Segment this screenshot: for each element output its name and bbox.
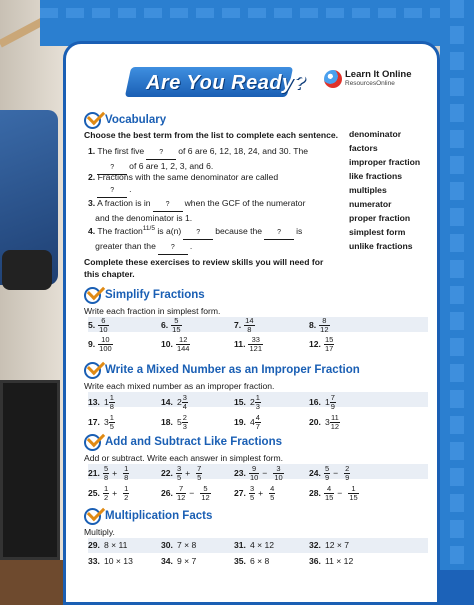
denominator: 5 bbox=[176, 473, 182, 482]
question-3: 3. A fraction is in ? when the GCF of the numerator and the denominator is 1. bbox=[88, 198, 306, 223]
fraction bbox=[176, 465, 182, 482]
item-number: 23. bbox=[234, 467, 246, 478]
numerator: 1 bbox=[255, 393, 260, 402]
whole-part: 2 bbox=[249, 396, 255, 407]
mixed-item bbox=[309, 414, 340, 431]
operator: − bbox=[262, 467, 268, 478]
mixed-item bbox=[234, 394, 261, 411]
item-number: 25. bbox=[88, 487, 100, 498]
denominator: 10 bbox=[249, 473, 259, 482]
check-icon bbox=[84, 287, 101, 304]
numerator: 3 bbox=[176, 464, 182, 473]
item-number: 28. bbox=[309, 487, 321, 498]
addsub-item bbox=[161, 485, 211, 502]
denominator: 15 bbox=[172, 325, 181, 334]
fraction bbox=[171, 317, 181, 334]
item-number: 21. bbox=[88, 467, 100, 478]
denominator: 2 bbox=[103, 493, 109, 502]
item-number: 13. bbox=[88, 396, 100, 407]
denominator: 8 bbox=[109, 402, 114, 411]
expression: 10 × 13 bbox=[103, 556, 133, 566]
numerator: 10 bbox=[98, 336, 113, 345]
fraction bbox=[348, 485, 358, 502]
simplify-heading: Simplify Fractions bbox=[105, 289, 205, 301]
word-simplest-form: simplest form bbox=[349, 227, 406, 237]
numerator: 8 bbox=[319, 317, 329, 326]
worksheet-page bbox=[63, 41, 440, 605]
operator: − bbox=[333, 467, 339, 478]
whole-part: 4 bbox=[249, 416, 255, 427]
item-number: 30. bbox=[161, 540, 173, 550]
item-number: 16. bbox=[309, 396, 321, 407]
whole-part: 1 bbox=[103, 396, 109, 407]
mult-item bbox=[309, 540, 349, 550]
fraction bbox=[109, 394, 115, 411]
numerator: 1 bbox=[124, 464, 129, 473]
item-number: 36. bbox=[309, 556, 321, 566]
mixed-instruction: Write each mixed number as an improper fraction. bbox=[84, 381, 275, 391]
mixed-item bbox=[88, 394, 115, 411]
blue-frame-top bbox=[40, 0, 474, 46]
numerator: 2 bbox=[345, 464, 350, 473]
denominator: 10 bbox=[274, 473, 283, 482]
item-number: 7. bbox=[234, 319, 242, 330]
addsub-item bbox=[88, 485, 129, 502]
operator: + bbox=[112, 487, 118, 498]
fraction bbox=[324, 465, 330, 482]
denominator: 9 bbox=[330, 402, 335, 411]
resources-online-label: ResourcesOnline bbox=[345, 80, 395, 87]
denominator: 5 bbox=[109, 422, 114, 431]
denominator: 3 bbox=[255, 402, 260, 411]
simplify-instruction: Write each fraction in simplest form. bbox=[84, 306, 221, 316]
operator: + bbox=[185, 467, 191, 478]
numerator: 3 bbox=[182, 393, 187, 402]
numerator: 7 bbox=[330, 393, 335, 402]
item-number: 34. bbox=[161, 556, 173, 566]
fraction bbox=[123, 465, 129, 482]
fraction bbox=[176, 485, 186, 502]
item-number: 26. bbox=[161, 487, 173, 498]
mixed-heading: Write a Mixed Number as an Improper Fraction bbox=[105, 364, 360, 376]
addsub-item bbox=[161, 465, 202, 482]
addsub-item bbox=[234, 485, 275, 502]
numerator: 7 bbox=[197, 464, 202, 473]
fraction bbox=[330, 394, 336, 411]
numerator: 7 bbox=[176, 485, 186, 494]
simplify-item bbox=[161, 317, 182, 334]
mixed-item bbox=[161, 394, 188, 411]
addsub-item bbox=[309, 465, 350, 482]
whole-part: 3 bbox=[103, 416, 109, 427]
item-number: 14. bbox=[161, 396, 173, 407]
simplify-item bbox=[234, 317, 255, 334]
mixed-item bbox=[88, 414, 115, 431]
numerator: 5 bbox=[200, 485, 210, 494]
denominator: 10 bbox=[99, 325, 108, 334]
denominator: 2 bbox=[124, 493, 129, 502]
page-title: Are You Ready? bbox=[146, 72, 307, 94]
item-number: 5. bbox=[88, 319, 96, 330]
numerator: 4 bbox=[270, 484, 275, 493]
fraction bbox=[324, 336, 334, 353]
simplify-item bbox=[309, 336, 334, 353]
check-icon bbox=[84, 434, 101, 451]
addsub-heading: Add and Subtract Like Fractions bbox=[105, 436, 282, 448]
mult-item bbox=[309, 556, 353, 566]
mixed-item bbox=[234, 414, 261, 431]
expression: 7 × 8 bbox=[176, 540, 197, 550]
expression: 6 × 8 bbox=[249, 556, 270, 566]
numerator: 1 bbox=[109, 413, 114, 422]
fraction bbox=[200, 485, 210, 502]
expression: 9 × 7 bbox=[176, 556, 197, 566]
numerator: 4 bbox=[324, 485, 334, 494]
denominator: 5 bbox=[249, 493, 255, 502]
word-unlike-fractions: unlike fractions bbox=[349, 241, 413, 251]
addsub-instruction: Add or subtract. Write each answer in simplest form. bbox=[84, 453, 284, 463]
operator: + bbox=[112, 467, 118, 478]
fraction bbox=[269, 485, 275, 502]
fraction bbox=[255, 394, 261, 411]
denominator: 8 bbox=[124, 473, 129, 482]
vocabulary-instruction: Choose the best term from the list to complete each sentence. bbox=[84, 130, 339, 140]
item-number: 33. bbox=[88, 556, 100, 566]
denominator: 17 bbox=[324, 344, 334, 353]
addsub-item bbox=[309, 485, 359, 502]
item-number: 29. bbox=[88, 540, 100, 550]
operator: − bbox=[337, 487, 343, 498]
item-number: 32. bbox=[309, 540, 321, 550]
check-icon bbox=[84, 508, 101, 525]
numerator: 6 bbox=[98, 317, 108, 326]
item-number: 10. bbox=[161, 338, 173, 349]
fraction bbox=[255, 414, 261, 431]
denominator: 4 bbox=[182, 402, 187, 411]
fraction bbox=[103, 465, 109, 482]
numerator: 4 bbox=[255, 413, 260, 422]
item-number: 9. bbox=[88, 338, 96, 349]
numerator: 3 bbox=[249, 484, 255, 493]
review-intro: Complete these exercises to review skills you will need for this chapter. bbox=[84, 257, 324, 279]
question-1: 1. The first five ? of 6 are 6, 12, 18, 24, and 30. The ? of 6 are 1, 2, 3, and 6. bbox=[88, 145, 338, 175]
whole-part: 5 bbox=[176, 416, 182, 427]
fraction bbox=[248, 336, 263, 353]
numerator: 14 bbox=[245, 316, 254, 325]
simplify-item bbox=[88, 336, 113, 353]
whole-part: 3 bbox=[324, 416, 330, 427]
word-improper-fraction: improper fraction bbox=[349, 157, 421, 167]
fraction bbox=[109, 414, 115, 431]
numerator: 5 bbox=[171, 317, 181, 326]
mult-item bbox=[234, 556, 269, 566]
mult-item bbox=[88, 556, 133, 566]
shoe bbox=[2, 250, 52, 290]
fraction bbox=[103, 485, 109, 502]
fraction bbox=[176, 336, 191, 353]
expression: 8 × 11 bbox=[103, 540, 128, 550]
item-number: 11. bbox=[234, 338, 246, 349]
word-proper-fraction: proper fraction bbox=[349, 213, 411, 223]
denominator: 9 bbox=[324, 473, 330, 482]
item-number: 12. bbox=[309, 338, 321, 349]
denominator: 9 bbox=[345, 473, 350, 482]
denominator: 12 bbox=[330, 422, 340, 431]
expression: 12 × 7 bbox=[324, 540, 350, 550]
whole-part: 2 bbox=[176, 396, 182, 407]
numerator: 1 bbox=[124, 484, 129, 493]
denominator: 5 bbox=[197, 473, 202, 482]
fraction bbox=[344, 465, 350, 482]
fraction bbox=[249, 465, 259, 482]
fraction bbox=[196, 465, 202, 482]
whole-part: 1 bbox=[324, 396, 330, 407]
item-number: 20. bbox=[309, 416, 321, 427]
expression: 4 × 12 bbox=[249, 540, 275, 550]
denominator: 15 bbox=[324, 493, 334, 502]
denominator: 5 bbox=[270, 493, 275, 502]
addsub-item bbox=[234, 465, 284, 482]
blue-frame-right bbox=[440, 0, 474, 605]
numerator: 3 bbox=[273, 465, 283, 474]
item-number: 8. bbox=[309, 319, 317, 330]
mult-item bbox=[161, 540, 196, 550]
fraction bbox=[182, 414, 188, 431]
item-number: 18. bbox=[161, 416, 173, 427]
addsub-item bbox=[88, 465, 129, 482]
word-like-fractions: like fractions bbox=[349, 171, 403, 181]
learn-online-label: Learn It Online bbox=[345, 69, 412, 80]
expression: 11 × 12 bbox=[324, 556, 354, 566]
item-number: 15. bbox=[234, 396, 246, 407]
check-icon bbox=[84, 112, 101, 129]
simplify-item bbox=[161, 336, 190, 353]
item-number: 27. bbox=[234, 487, 246, 498]
numerator: 1 bbox=[103, 484, 109, 493]
item-number: 31. bbox=[234, 540, 246, 550]
simplify-item bbox=[309, 317, 330, 334]
item-number: 22. bbox=[161, 467, 173, 478]
word-multiples: multiples bbox=[349, 185, 387, 195]
fraction bbox=[244, 317, 254, 334]
fraction bbox=[330, 414, 340, 431]
fraction bbox=[182, 394, 188, 411]
denominator: 121 bbox=[249, 344, 262, 353]
numerator: 33 bbox=[248, 336, 263, 345]
denominator: 100 bbox=[99, 344, 112, 353]
fraction bbox=[249, 485, 255, 502]
numerator: 2 bbox=[182, 413, 187, 422]
item-number: 6. bbox=[161, 319, 169, 330]
mult-heading: Multiplication Facts bbox=[105, 510, 213, 522]
simplify-item bbox=[234, 336, 263, 353]
numerator: 5 bbox=[324, 464, 330, 473]
word-denominator: denominator bbox=[349, 129, 402, 139]
operator: − bbox=[189, 487, 195, 498]
fraction bbox=[319, 317, 329, 334]
numerator: 1 bbox=[348, 485, 358, 494]
globe-icon bbox=[324, 70, 342, 88]
denominator: 12 bbox=[176, 493, 186, 502]
mult-instruction: Multiply. bbox=[84, 527, 115, 537]
denominator: 8 bbox=[247, 325, 252, 334]
item-number: 35. bbox=[234, 556, 246, 566]
numerator: 15 bbox=[324, 335, 334, 344]
numerator: 1 bbox=[109, 393, 114, 402]
denominator: 12 bbox=[320, 325, 329, 334]
operator: + bbox=[258, 487, 264, 498]
denominator: 15 bbox=[349, 493, 358, 502]
word-numerator: numerator bbox=[349, 199, 392, 209]
fraction bbox=[98, 336, 113, 353]
numerator: 12 bbox=[176, 336, 191, 345]
numerator: 5 bbox=[103, 464, 109, 473]
mult-item bbox=[161, 556, 196, 566]
simplify-item bbox=[88, 317, 109, 334]
question-2: 2. Fractions with the same denominator are called ? . bbox=[88, 171, 338, 198]
item-number: 19. bbox=[234, 416, 246, 427]
learn-it-online-link[interactable] bbox=[324, 66, 434, 92]
numerator: 9 bbox=[249, 465, 259, 474]
item-number: 24. bbox=[309, 467, 321, 478]
fraction bbox=[273, 465, 283, 482]
mult-item bbox=[88, 540, 127, 550]
check-icon bbox=[84, 362, 101, 379]
fraction bbox=[98, 317, 108, 334]
vocabulary-heading: Vocabulary bbox=[105, 114, 167, 126]
question-4: 4. The fraction$^{11/5}$ is a(n) ? because the ? is greater than the ? . bbox=[88, 223, 348, 255]
row-band bbox=[88, 317, 428, 332]
mixed-item bbox=[309, 394, 336, 411]
fraction bbox=[123, 485, 129, 502]
denominator: 12 bbox=[201, 493, 210, 502]
denominator: 8 bbox=[103, 473, 109, 482]
mult-item bbox=[234, 540, 274, 550]
denominator: 7 bbox=[255, 422, 260, 431]
word-factors: factors bbox=[349, 143, 378, 153]
amplifier bbox=[0, 380, 60, 560]
denominator: 3 bbox=[182, 422, 187, 431]
item-number: 17. bbox=[88, 416, 100, 427]
mixed-item bbox=[161, 414, 188, 431]
denominator: 144 bbox=[176, 344, 190, 353]
fraction bbox=[324, 485, 334, 502]
numerator: 11 bbox=[331, 413, 339, 422]
